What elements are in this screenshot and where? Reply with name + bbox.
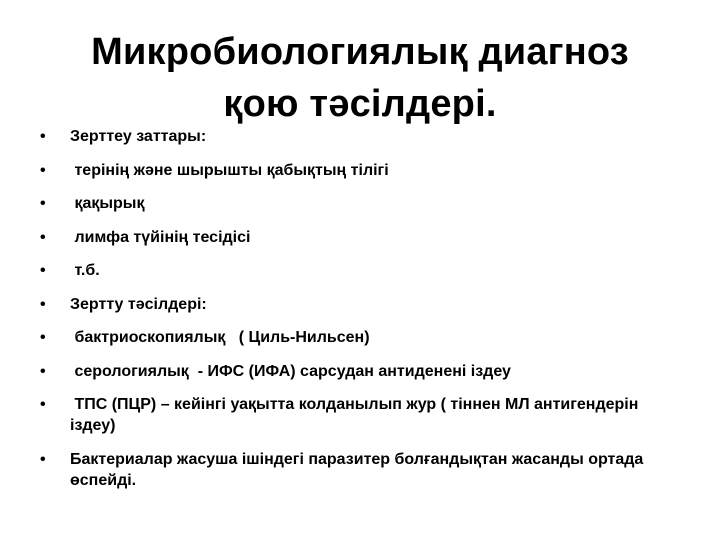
bullet-text: Зерттеу заттары: — [70, 128, 207, 145]
bullet-item — [38, 160, 678, 181]
bullet-list — [38, 126, 678, 503]
bullet-item — [38, 260, 678, 281]
slide-title-line-1: Микробиологиялық диагноз — [91, 31, 629, 73]
bullet-dot-icon: • — [40, 262, 46, 279]
bullet-text: серологиялық - ИФС (ИФА) сарсудан антиденені іздеу — [70, 362, 511, 380]
bullet-text: Бактериалар жасуша ішіндегі паразитер болғандықтан жасанды ортада өспейді. — [70, 450, 648, 489]
bullet-text: терінің және шырышты қабықтың тілігі — [70, 161, 389, 179]
bullet-dot-icon: • — [40, 228, 46, 246]
slide-title — [40, 26, 680, 130]
bullet-text: бактриоскопиялық ( Циль-Нильсен) — [70, 329, 370, 346]
bullet-text: қақырық — [70, 195, 145, 212]
slide-title-line-2: қою тәсілдері. — [223, 83, 497, 125]
bullet-dot-icon: • — [40, 195, 46, 212]
bullet-item — [38, 294, 678, 315]
bullet-dot-icon: • — [40, 396, 46, 413]
bullet-dot-icon: • — [40, 161, 46, 179]
bullet-text: ТПС (ПЦР) – кейінгі уақытта колданылып жур ( тіннен МЛ антигендерін іздеу) — [70, 396, 643, 434]
bullet-item — [38, 394, 678, 436]
bullet-item — [38, 193, 678, 214]
bullet-dot-icon: • — [40, 450, 46, 468]
bullet-dot-icon: • — [40, 128, 46, 145]
bullet-item — [38, 327, 678, 348]
bullet-item — [38, 361, 678, 382]
bullet-item — [38, 126, 678, 147]
bullet-text: лимфа түйінің тесідісі — [70, 228, 251, 246]
bullet-dot-icon: • — [40, 362, 46, 380]
bullet-dot-icon: • — [40, 295, 46, 313]
bullet-text: Зертту тәсілдері: — [70, 295, 207, 313]
bullet-dot-icon: • — [40, 329, 46, 346]
bullet-item — [38, 227, 678, 248]
bullet-item — [38, 449, 678, 491]
bullet-text: т.б. — [70, 262, 100, 279]
